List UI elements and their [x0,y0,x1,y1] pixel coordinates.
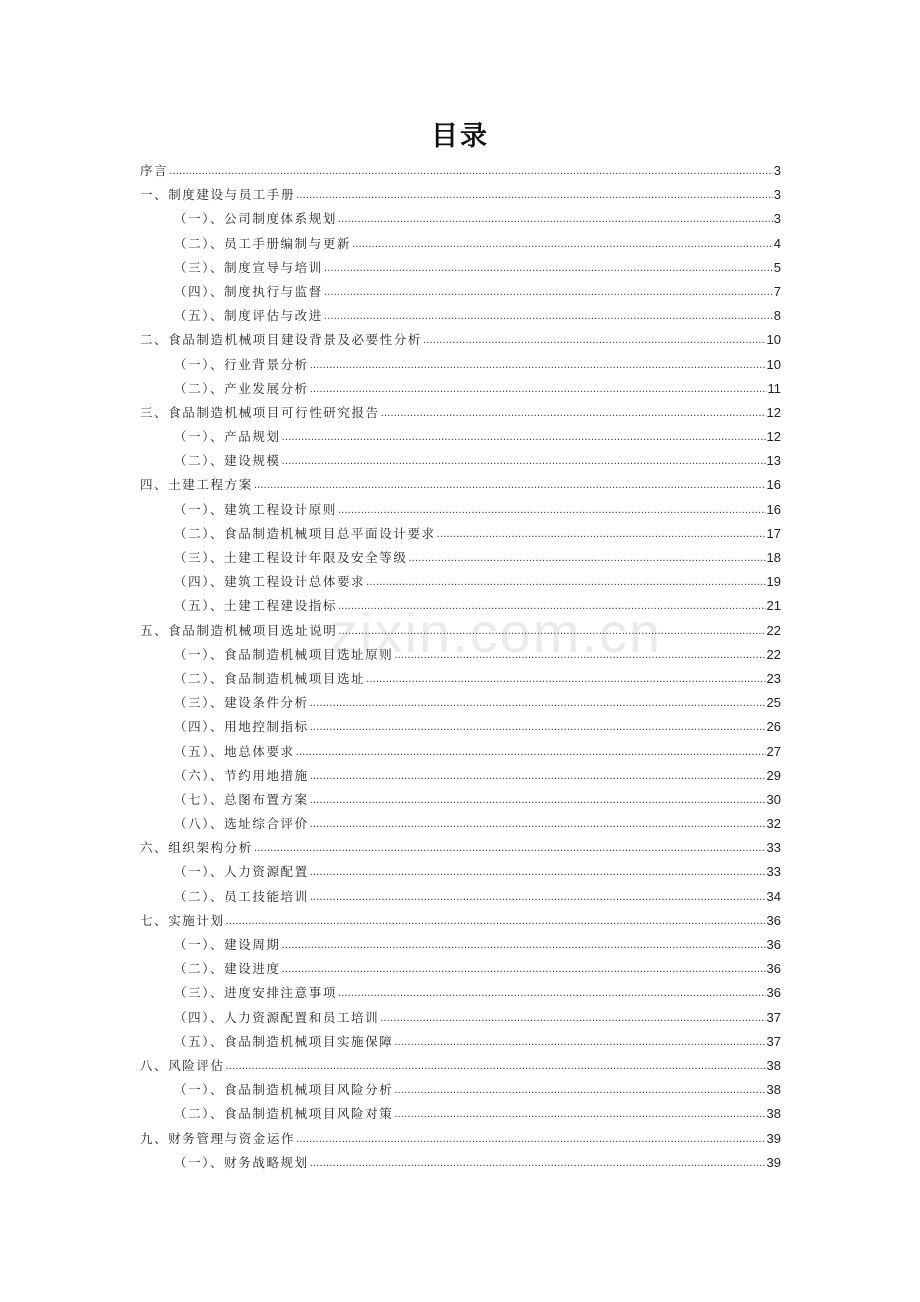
toc-entry-title: 二、食品制造机械项目建设背景及必要性分析 [140,332,423,348]
dot-leader [310,1154,766,1167]
toc-entry-title: （八）、选址综合评价 [174,816,309,832]
dot-leader [423,332,766,345]
toc-entry-title: （一）、食品制造机械项目风险分析 [174,1082,394,1098]
toc-entry-page-number: 3 [773,211,781,227]
toc-entry[interactable] [140,645,781,669]
toc-entry-title: 八、风险评估 [140,1057,225,1073]
toc-entry-title: 序言 [140,163,169,178]
toc-entry-title: （五）、食品制造机械项目实施保障 [174,1033,394,1049]
dot-leader [408,550,765,563]
toc-entry[interactable] [140,790,781,814]
dot-leader [381,404,766,417]
toc-entry[interactable] [140,1153,781,1177]
toc-entry[interactable] [140,742,781,766]
toc-entry[interactable] [140,330,781,354]
toc-entry-page-number: 3 [773,187,781,203]
dot-leader [324,259,773,272]
dot-leader [338,985,766,998]
toc-entry-title: （七）、总图布置方案 [174,791,309,807]
dot-leader [282,937,766,950]
toc-entry-page-number: 13 [766,453,781,469]
toc-entry-title: （一）、建设周期 [174,937,281,952]
dot-leader [338,211,773,224]
toc-entry-title: 一、制度建设与员工手册 [140,187,296,203]
toc-entry[interactable] [140,306,781,330]
toc-entry-title: （四）、用地控制指标 [174,719,309,735]
dot-leader [394,1082,765,1095]
toc-entry[interactable] [140,161,781,185]
toc-entry[interactable] [140,451,781,475]
toc-entry-page-number: 37 [766,1009,781,1025]
dot-leader [310,888,766,901]
toc-entry-title: （一）、食品制造机械项目选址原则 [174,646,394,662]
dot-leader [310,767,766,780]
toc-entry-title: 四、土建工程方案 [140,477,253,493]
toc-entry-page-number: 11 [767,380,781,396]
toc-entry[interactable] [140,500,781,524]
dot-leader [226,1057,766,1070]
toc-entry-page-number: 21 [766,598,781,614]
toc-entry-page-number: 36 [766,985,781,1001]
toc-entry[interactable] [140,403,781,427]
toc-entry-page-number: 16 [766,477,781,493]
toc-entry-title: （二）、员工技能培训 [174,888,309,904]
toc-entry-title: （四）、建筑工程设计总体要求 [174,574,366,590]
dot-leader [338,598,766,611]
toc-entry[interactable] [140,766,781,790]
toc-entry-page-number: 26 [766,719,781,735]
toc-entry-page-number: 33 [766,840,781,856]
toc-entry-page-number: 30 [766,791,781,807]
toc-entry[interactable] [140,209,781,233]
toc-entry[interactable] [140,887,781,911]
dot-leader [338,622,765,635]
toc-entry-title: （四）、制度执行与监督 [174,283,323,299]
toc-entry-page-number: 36 [766,937,781,952]
dot-leader [310,816,766,829]
toc-entry-page-number: 38 [766,1106,781,1122]
toc-entry-page-number: 7 [773,283,781,299]
toc-entry[interactable] [140,282,781,306]
toc-entry-title: 七、实施计划 [140,912,225,928]
dot-leader [296,743,766,756]
dot-leader [366,670,765,683]
toc-entry-page-number: 27 [766,743,781,759]
toc-entry-title: （五）、地总体要求 [174,743,295,759]
toc-entry-title: （五）、土建工程建设指标 [174,598,337,614]
dot-leader [324,283,773,296]
toc-entry-page-number: 36 [766,961,781,977]
toc-entry[interactable] [140,379,781,403]
dot-leader [310,719,766,732]
toc-entry-title: （一）、公司制度体系规划 [174,211,337,227]
toc-entry-page-number: 34 [766,888,781,904]
toc-entry[interactable] [140,717,781,741]
toc-entry[interactable] [140,1129,781,1153]
toc-entry-title: （五）、制度评估与改进 [174,308,323,324]
dot-leader [310,356,766,369]
toc-entry-title: （二）、食品制造机械项目风险对策 [174,1106,394,1122]
toc-entry-title: （一）、产品规划 [174,429,281,445]
toc-entry-page-number: 19 [766,574,781,590]
watermark: zixin.com.cn [330,601,663,664]
toc-entry[interactable] [140,1032,781,1056]
dot-leader [437,525,766,538]
toc-entry-page-number: 29 [766,767,781,783]
toc-entry[interactable] [140,935,781,959]
toc-entry-page-number: 38 [766,1057,781,1073]
dot-leader [310,380,767,393]
toc-entry-page-number: 17 [766,525,781,541]
toc-entry-title: （二）、员工手册编制与更新 [174,235,352,251]
toc-entry-title: 五、食品制造机械项目选址说明 [140,622,338,638]
toc-entry[interactable] [140,959,781,983]
toc-entry[interactable] [140,234,781,258]
toc-entry[interactable] [140,814,781,838]
table-of-contents [140,161,781,1177]
toc-entry-page-number: 39 [766,1154,781,1170]
toc-entry[interactable] [140,596,781,620]
toc-entry-title: （一）、人力资源配置 [174,864,309,880]
dot-leader [310,864,766,877]
toc-entry[interactable] [140,258,781,282]
toc-entry[interactable] [140,1104,781,1128]
toc-entry[interactable] [140,548,781,572]
toc-entry[interactable] [140,862,781,886]
toc-entry-page-number: 3 [773,163,781,178]
toc-entry[interactable] [140,1008,781,1032]
dot-leader [310,695,766,708]
toc-entry[interactable] [140,524,781,548]
toc-entry-title: （三）、进度安排注意事项 [174,985,337,1001]
toc-entry-page-number: 4 [773,235,781,251]
toc-entry-page-number: 22 [766,622,781,638]
toc-entry[interactable] [140,427,781,451]
toc-entry-page-number: 37 [766,1033,781,1049]
dot-leader [282,961,766,974]
toc-entry-page-number: 12 [766,404,781,420]
dot-leader [380,1009,765,1022]
toc-entry-title: （二）、建设进度 [174,961,281,977]
toc-entry[interactable] [140,475,781,499]
toc-entry-title: （六）、节约用地措施 [174,767,309,783]
toc-entry-title: 九、财务管理与资金运作 [140,1130,296,1146]
toc-entry[interactable] [140,621,781,645]
dot-leader [394,646,765,659]
toc-entry-title: （二）、建设规模 [174,453,281,469]
toc-entry-title: （一）、建筑工程设计原则 [174,501,337,517]
toc-entry[interactable] [140,572,781,596]
toc-entry-title: （四）、人力资源配置和员工培训 [174,1009,380,1025]
toc-entry-title: 六、组织架构分析 [140,840,253,856]
dot-leader [296,187,773,200]
page-title: 目录 [431,121,489,152]
toc-entry-page-number: 10 [766,356,781,372]
toc-entry-title: （二）、食品制造机械项目选址 [174,670,366,686]
toc-entry-page-number: 22 [766,646,781,662]
toc-entry-page-number: 38 [766,1082,781,1098]
dot-leader [282,429,766,442]
dot-leader [366,574,765,587]
toc-entry-page-number: 25 [766,695,781,711]
dot-leader [282,453,766,466]
toc-entry-page-number: 8 [773,308,781,324]
dot-leader [296,1130,765,1143]
toc-entry-page-number: 33 [766,864,781,880]
toc-entry[interactable] [140,911,781,935]
toc-entry-page-number: 18 [766,550,781,565]
toc-entry-page-number: 10 [766,332,781,348]
toc-entry-title: （一）、行业背景分析 [174,356,309,372]
dot-leader [169,163,773,176]
dot-leader [324,308,773,321]
toc-entry-page-number: 16 [766,501,781,517]
dot-leader [394,1106,765,1119]
dot-leader [226,912,766,925]
toc-entry-title: （三）、制度宣导与培训 [174,259,323,275]
toc-entry-page-number: 36 [766,912,781,928]
toc-entry[interactable] [140,983,781,1007]
toc-entry-title: （一）、财务战略规划 [174,1154,309,1170]
dot-leader [254,840,766,853]
toc-entry[interactable] [140,838,781,862]
toc-entry[interactable] [140,669,781,693]
toc-entry-title: （三）、土建工程设计年限及安全等级 [174,550,408,565]
toc-entry-page-number: 39 [766,1130,781,1146]
dot-leader [394,1033,765,1046]
dot-leader [254,477,766,490]
toc-entry-title: （二）、产业发展分析 [174,380,309,396]
dot-leader [310,791,766,804]
toc-entry[interactable] [140,1080,781,1104]
dot-leader [352,235,773,248]
toc-entry-title: （二）、食品制造机械项目总平面设计要求 [174,525,436,541]
toc-entry[interactable] [140,1056,781,1080]
toc-entry[interactable] [140,185,781,209]
toc-entry-page-number: 5 [773,259,781,275]
toc-entry-title: （三）、建设条件分析 [174,695,309,711]
toc-entry-title: 三、食品制造机械项目可行性研究报告 [140,404,380,420]
toc-entry-page-number: 23 [766,670,781,686]
toc-entry[interactable] [140,693,781,717]
toc-entry-page-number: 12 [766,429,781,445]
dot-leader [338,501,766,514]
toc-entry[interactable] [140,355,781,379]
toc-entry-page-number: 32 [766,816,781,832]
